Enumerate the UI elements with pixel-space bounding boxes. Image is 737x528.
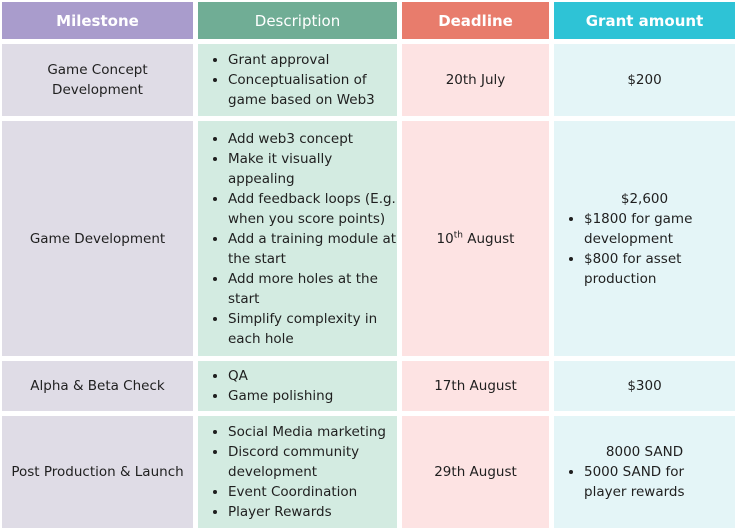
- row4-milestone: [2, 416, 193, 528]
- list-item: • QA: [228, 366, 397, 386]
- row2-description: [198, 121, 397, 356]
- header-grant-amount: Grant amount: [554, 2, 735, 39]
- row1-milestone-text: Game Concept Development: [47, 62, 148, 98]
- row1-description-list: [198, 50, 397, 110]
- row3-milestone: [2, 361, 193, 411]
- row3-description-list: [198, 366, 397, 406]
- row2-deadline-text: [437, 229, 515, 249]
- row1-grant: [554, 44, 735, 116]
- list-item: • Add web3 concept: [228, 129, 397, 149]
- row1-deadline-text: 20th July: [445, 72, 506, 88]
- header-deadline: Deadline: [402, 2, 549, 39]
- row2-deadline-month: August: [462, 230, 515, 247]
- row1-description: [198, 44, 397, 116]
- row1-grant-total: $200: [627, 72, 662, 88]
- row4-milestone-text: Post Production & Launch: [11, 464, 184, 480]
- row4-grant: [554, 416, 735, 528]
- list-item: • Simplify complexity in each hole: [228, 309, 397, 349]
- row4-deadline-text: 29th August: [434, 464, 517, 480]
- list-item: • Grant approval: [228, 50, 397, 70]
- list-item: • Player Rewards: [228, 502, 397, 522]
- list-item: • Add more holes at the start: [228, 269, 397, 309]
- header-description: Description: [198, 2, 397, 39]
- list-item: • Event Coordination: [228, 482, 397, 502]
- list-item: • $800 for asset production: [584, 249, 715, 289]
- row2-grant: [554, 121, 735, 356]
- header-milestone: Milestone: [2, 2, 193, 39]
- row4-grant-list: [554, 462, 735, 502]
- row3-grant-total: $300: [627, 378, 662, 394]
- row2-grant-list: [554, 209, 735, 289]
- row2-description-list: [198, 129, 397, 349]
- list-item: • Game polishing: [228, 386, 397, 406]
- row2-milestone-text: Game Development: [29, 230, 166, 247]
- row3-deadline-text: 17th August: [434, 378, 517, 394]
- row3-deadline: [402, 361, 549, 411]
- list-item: • Conceptualisation of game based on Web3: [228, 70, 397, 110]
- row2-deadline: [402, 121, 549, 356]
- row2-deadline-suffix: th: [453, 230, 463, 240]
- list-item: • Add a training module at the start: [228, 229, 397, 269]
- row4-deadline: [402, 416, 549, 528]
- row4-grant-total: 8000 SAND: [605, 444, 684, 460]
- row4-description-list: [198, 422, 397, 522]
- list-item: • 5000 SAND for player rewards: [584, 462, 725, 502]
- row4-description: [198, 416, 397, 528]
- row3-grant: [554, 361, 735, 411]
- row1-milestone: [2, 44, 193, 116]
- list-item: • Add feedback loops (E.g. when you score points): [228, 189, 397, 229]
- row1-deadline: [402, 44, 549, 116]
- list-item: • Discord community development: [228, 442, 397, 482]
- row3-milestone-text: Alpha & Beta Check: [30, 378, 165, 394]
- list-item: • $1800 for game development: [584, 209, 715, 249]
- row2-deadline-day: 10: [436, 230, 454, 247]
- row2-grant-total: $2,600: [620, 190, 669, 207]
- list-item: • Make it visually appealing: [228, 149, 397, 189]
- row2-milestone: [2, 121, 193, 356]
- list-item: • Social Media marketing: [228, 422, 397, 442]
- row3-description: [198, 361, 397, 411]
